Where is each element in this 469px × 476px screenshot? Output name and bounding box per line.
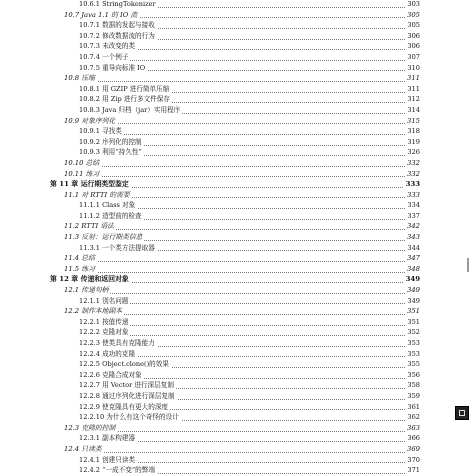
toc-entry-page: 355 [407, 360, 420, 369]
toc-entry-title: 10.8 压缩 [64, 74, 95, 83]
toc-entry-title: 12.2.5 Object.clone()的效果 [79, 360, 169, 369]
toc-entry[interactable] [0, 327, 469, 338]
toc-entry-title: 10.7.2 修改数据流的行为 [79, 31, 155, 40]
toc-entry-page: 351 [407, 317, 420, 326]
toc-entry-title: 12.4.2 “一成不变”的弊端 [79, 466, 155, 475]
toc-entry-title: 12.4 只读类 [64, 444, 102, 453]
toc-entry-page: 349 [407, 286, 420, 295]
expand-icon[interactable] [455, 406, 469, 420]
toc-entry-title: 12.2.6 克隆合成对象 [79, 370, 142, 379]
toc-entry-page: 361 [407, 402, 420, 411]
toc-entry-page: 312 [407, 95, 420, 104]
toc-leader-dots [68, 169, 417, 178]
toc-entry-title: 12.4.1 创建只读类 [79, 455, 136, 464]
toc-entry-title: 10.8.2 用 Zip 进行多文件保存 [79, 95, 170, 104]
toc-entry-page: 333 [407, 190, 420, 199]
toc-entry-page: 356 [407, 370, 420, 379]
toc-entry-page: 349 [407, 296, 420, 305]
toc-entry-page: 306 [407, 42, 420, 51]
toc-entry-page: 337 [407, 211, 420, 220]
toc-entry[interactable] [0, 190, 469, 201]
toc-entry-title: 10.11 练习 [64, 169, 100, 178]
toc-leader-dots [68, 221, 417, 230]
toc-entry-page: 358 [407, 381, 420, 390]
toc-entry[interactable] [0, 221, 469, 232]
toc-entry-page: 362 [407, 413, 420, 422]
toc-entry-title: 11.1.2 造型前的检查 [79, 211, 142, 220]
toc-entry[interactable] [0, 412, 469, 423]
toc-entry-page: 353 [407, 349, 420, 358]
toc-entry-title: 10.7 Java 1.1 的 IO 流 [64, 10, 138, 19]
toc-entry-page: 315 [407, 116, 420, 125]
toc-leader-dots [83, 52, 417, 61]
toc-entry-title: 10.8.3 Java 归档（jar）实用程序 [79, 105, 181, 114]
toc-entry[interactable] [0, 105, 469, 116]
toc-entry-page: 326 [407, 148, 420, 157]
toc-entry-title: 12.2.9 使克隆具有更大的深度 [79, 402, 169, 411]
toc-entry-title: 12.2.4 成功的克隆 [79, 349, 136, 358]
toc-entry-title: 10.9 对象序列化 [64, 116, 116, 125]
toc-entry[interactable] [0, 433, 469, 444]
toc-entry-page: 347 [407, 254, 420, 263]
toc-leader-dots [68, 423, 417, 432]
toc-entry-page: 359 [407, 391, 420, 400]
toc-entry[interactable] [0, 73, 469, 84]
toc-entry[interactable] [0, 285, 469, 296]
toc-entry[interactable] [0, 31, 469, 42]
toc-entry-page: 305 [407, 21, 420, 30]
toc-entry-page: 310 [407, 63, 420, 72]
toc-entry[interactable] [0, 147, 469, 158]
toc-entry-page: 344 [407, 243, 420, 252]
toc-entry-title: 12.3 克隆的控制 [64, 423, 116, 432]
toc-entry[interactable] [0, 211, 469, 222]
toc-entry[interactable] [0, 402, 469, 413]
toc-entry-page: 333 [405, 180, 420, 189]
toc-entry[interactable] [0, 370, 469, 381]
toc-entry[interactable] [0, 296, 469, 307]
toc-entry-page: 348 [407, 264, 420, 273]
toc-entry-page: 319 [407, 137, 420, 146]
toc-entry-page: 306 [407, 31, 420, 40]
toc-entry-title: 11.3.1 一个类方法提取器 [79, 243, 155, 252]
toc-entry-page: 342 [407, 222, 420, 231]
toc-leader-dots [83, 296, 417, 305]
toc-entry-page: 369 [407, 444, 420, 453]
toc-entry-page: 363 [407, 423, 420, 432]
toc-entry-title: 12.1 传递句柄 [64, 286, 109, 295]
toc-entry[interactable] [0, 126, 469, 137]
toc-entry-title: 10.7.1 数据的发起与接收 [79, 21, 155, 30]
toc-entry[interactable] [0, 10, 469, 21]
toc-entry-page: 334 [407, 201, 420, 210]
toc-entry-page: 370 [407, 455, 420, 464]
toc-entry-title: 12.2 制作本地副本 [64, 307, 123, 316]
toc-leader-dots [83, 327, 417, 336]
toc-entry-page: 311 [407, 84, 420, 93]
toc-entry-title: 第 12 章 传递和返回对象 [50, 275, 129, 284]
toc-entry[interactable] [0, 137, 469, 148]
toc-chapter-entry[interactable] [0, 179, 469, 190]
toc-entry-page: 343 [407, 233, 420, 242]
toc-entry-page: 351 [407, 307, 420, 316]
toc-entry-title: 10.7.4 一个例子 [79, 52, 129, 61]
toc-entry[interactable] [0, 317, 469, 328]
toc-entry-title: 10.6.1 StringTokenizer [79, 0, 156, 8]
toc-leader-dots [68, 444, 417, 453]
toc-entry-title: 11.4 总结 [64, 254, 95, 263]
toc-entry[interactable] [0, 169, 469, 180]
toc-entry-page: 366 [407, 434, 420, 443]
toc-leader-dots [83, 126, 417, 135]
toc-entry[interactable] [0, 0, 469, 10]
toc-entry-title: 12.2.3 使类具有克隆能力 [79, 339, 155, 347]
toc-leader-dots [68, 264, 417, 273]
toc-entry-title: 12.2.7 用 Vector 进行深层复制 [79, 381, 174, 390]
toc-entry-page: 332 [407, 158, 420, 167]
toc-entry[interactable] [0, 359, 469, 370]
toc-leader-dots [68, 158, 417, 167]
toc-entry-page: 307 [407, 52, 420, 61]
toc-entry-title: 11.3 反射：运行期类信息 [64, 233, 143, 242]
toc-entry[interactable] [0, 94, 469, 105]
toc-leader-dots [68, 285, 417, 294]
toc-entry-title: 11.1.1 Class 对象 [79, 201, 136, 210]
toc-entry-title: 10.8.1 用 GZIP 进行简单压缩 [79, 84, 170, 93]
toc-entry[interactable] [0, 243, 469, 254]
toc-entry[interactable] [0, 158, 469, 169]
toc-entry[interactable] [0, 391, 469, 402]
toc-entry-title: 10.9.1 寻找类 [79, 127, 122, 136]
toc-entry[interactable] [0, 84, 469, 95]
toc-entry[interactable] [0, 455, 469, 466]
toc-entry[interactable] [0, 306, 469, 317]
toc-entry[interactable] [0, 264, 469, 275]
toc-entry[interactable] [0, 423, 469, 434]
toc-entry[interactable] [0, 200, 469, 211]
toc-entry-title: 12.1.1 别名问题 [79, 296, 129, 305]
toc-entry-title: 11.2 RTTI 语法 [64, 222, 114, 231]
toc-entry-title: 12.3.1 副本构建器 [79, 434, 136, 443]
toc-entry-page: 332 [407, 169, 420, 178]
toc-entry-title: 12.2.10 为什么有这个奇怪的设计 [79, 413, 179, 422]
toc-leader-dots [83, 317, 417, 326]
toc-leader-dots [68, 253, 417, 262]
toc-entry-title: 12.2.2 克隆对象 [79, 328, 129, 337]
toc-chapter-entry[interactable] [0, 274, 469, 285]
toc-entry[interactable] [0, 116, 469, 127]
toc-leader-dots [68, 73, 417, 82]
toc-entry-title: 11.5 练习 [64, 264, 95, 273]
toc-entry-title: 10.9.3 利用“持久性” [79, 148, 142, 157]
toc-entry[interactable] [0, 338, 469, 349]
toc-entry-title: 10.7.3 未改变的类 [79, 42, 136, 51]
toc-entry[interactable] [0, 349, 469, 360]
toc-entry-title: 12.2.8 通过序列化进行深层复制 [79, 391, 175, 400]
toc-entry-page: 318 [407, 127, 420, 136]
toc-entry-title: 10.10 总结 [64, 158, 100, 167]
toc-entry[interactable] [0, 20, 469, 31]
toc-entry[interactable] [0, 465, 469, 476]
toc-entry-page: 352 [407, 328, 420, 337]
toc-entry-page: 371 [407, 466, 420, 475]
toc-entry-title: 12.2.1 按值传递 [79, 317, 129, 326]
toc-entry-title: 第 11 章 运行期类型鉴定 [50, 180, 129, 189]
toc-entry-title: 11.1 对 RTTI 的需要 [64, 190, 130, 199]
toc-entry[interactable] [0, 63, 469, 74]
toc-entry-page: 303 [407, 0, 420, 8]
toc-entry-page: 305 [407, 10, 420, 19]
toc-entry[interactable] [0, 41, 469, 52]
toc-entry-page: 349 [405, 275, 420, 284]
toc-entry-title: 10.7.5 重导向标准 IO [79, 63, 146, 72]
toc-entry[interactable] [0, 444, 469, 455]
toc-entry[interactable] [0, 232, 469, 243]
toc-entry-page: 311 [407, 74, 420, 83]
toc-entry-title: 10.9.2 序列化的控制 [79, 137, 142, 146]
toc-entry[interactable] [0, 52, 469, 63]
toc-entry[interactable] [0, 380, 469, 391]
toc-entry-page: 353 [407, 339, 420, 347]
toc-entry[interactable] [0, 253, 469, 264]
toc-entry-page: 314 [407, 105, 420, 114]
toc-leader-dots [68, 116, 417, 125]
